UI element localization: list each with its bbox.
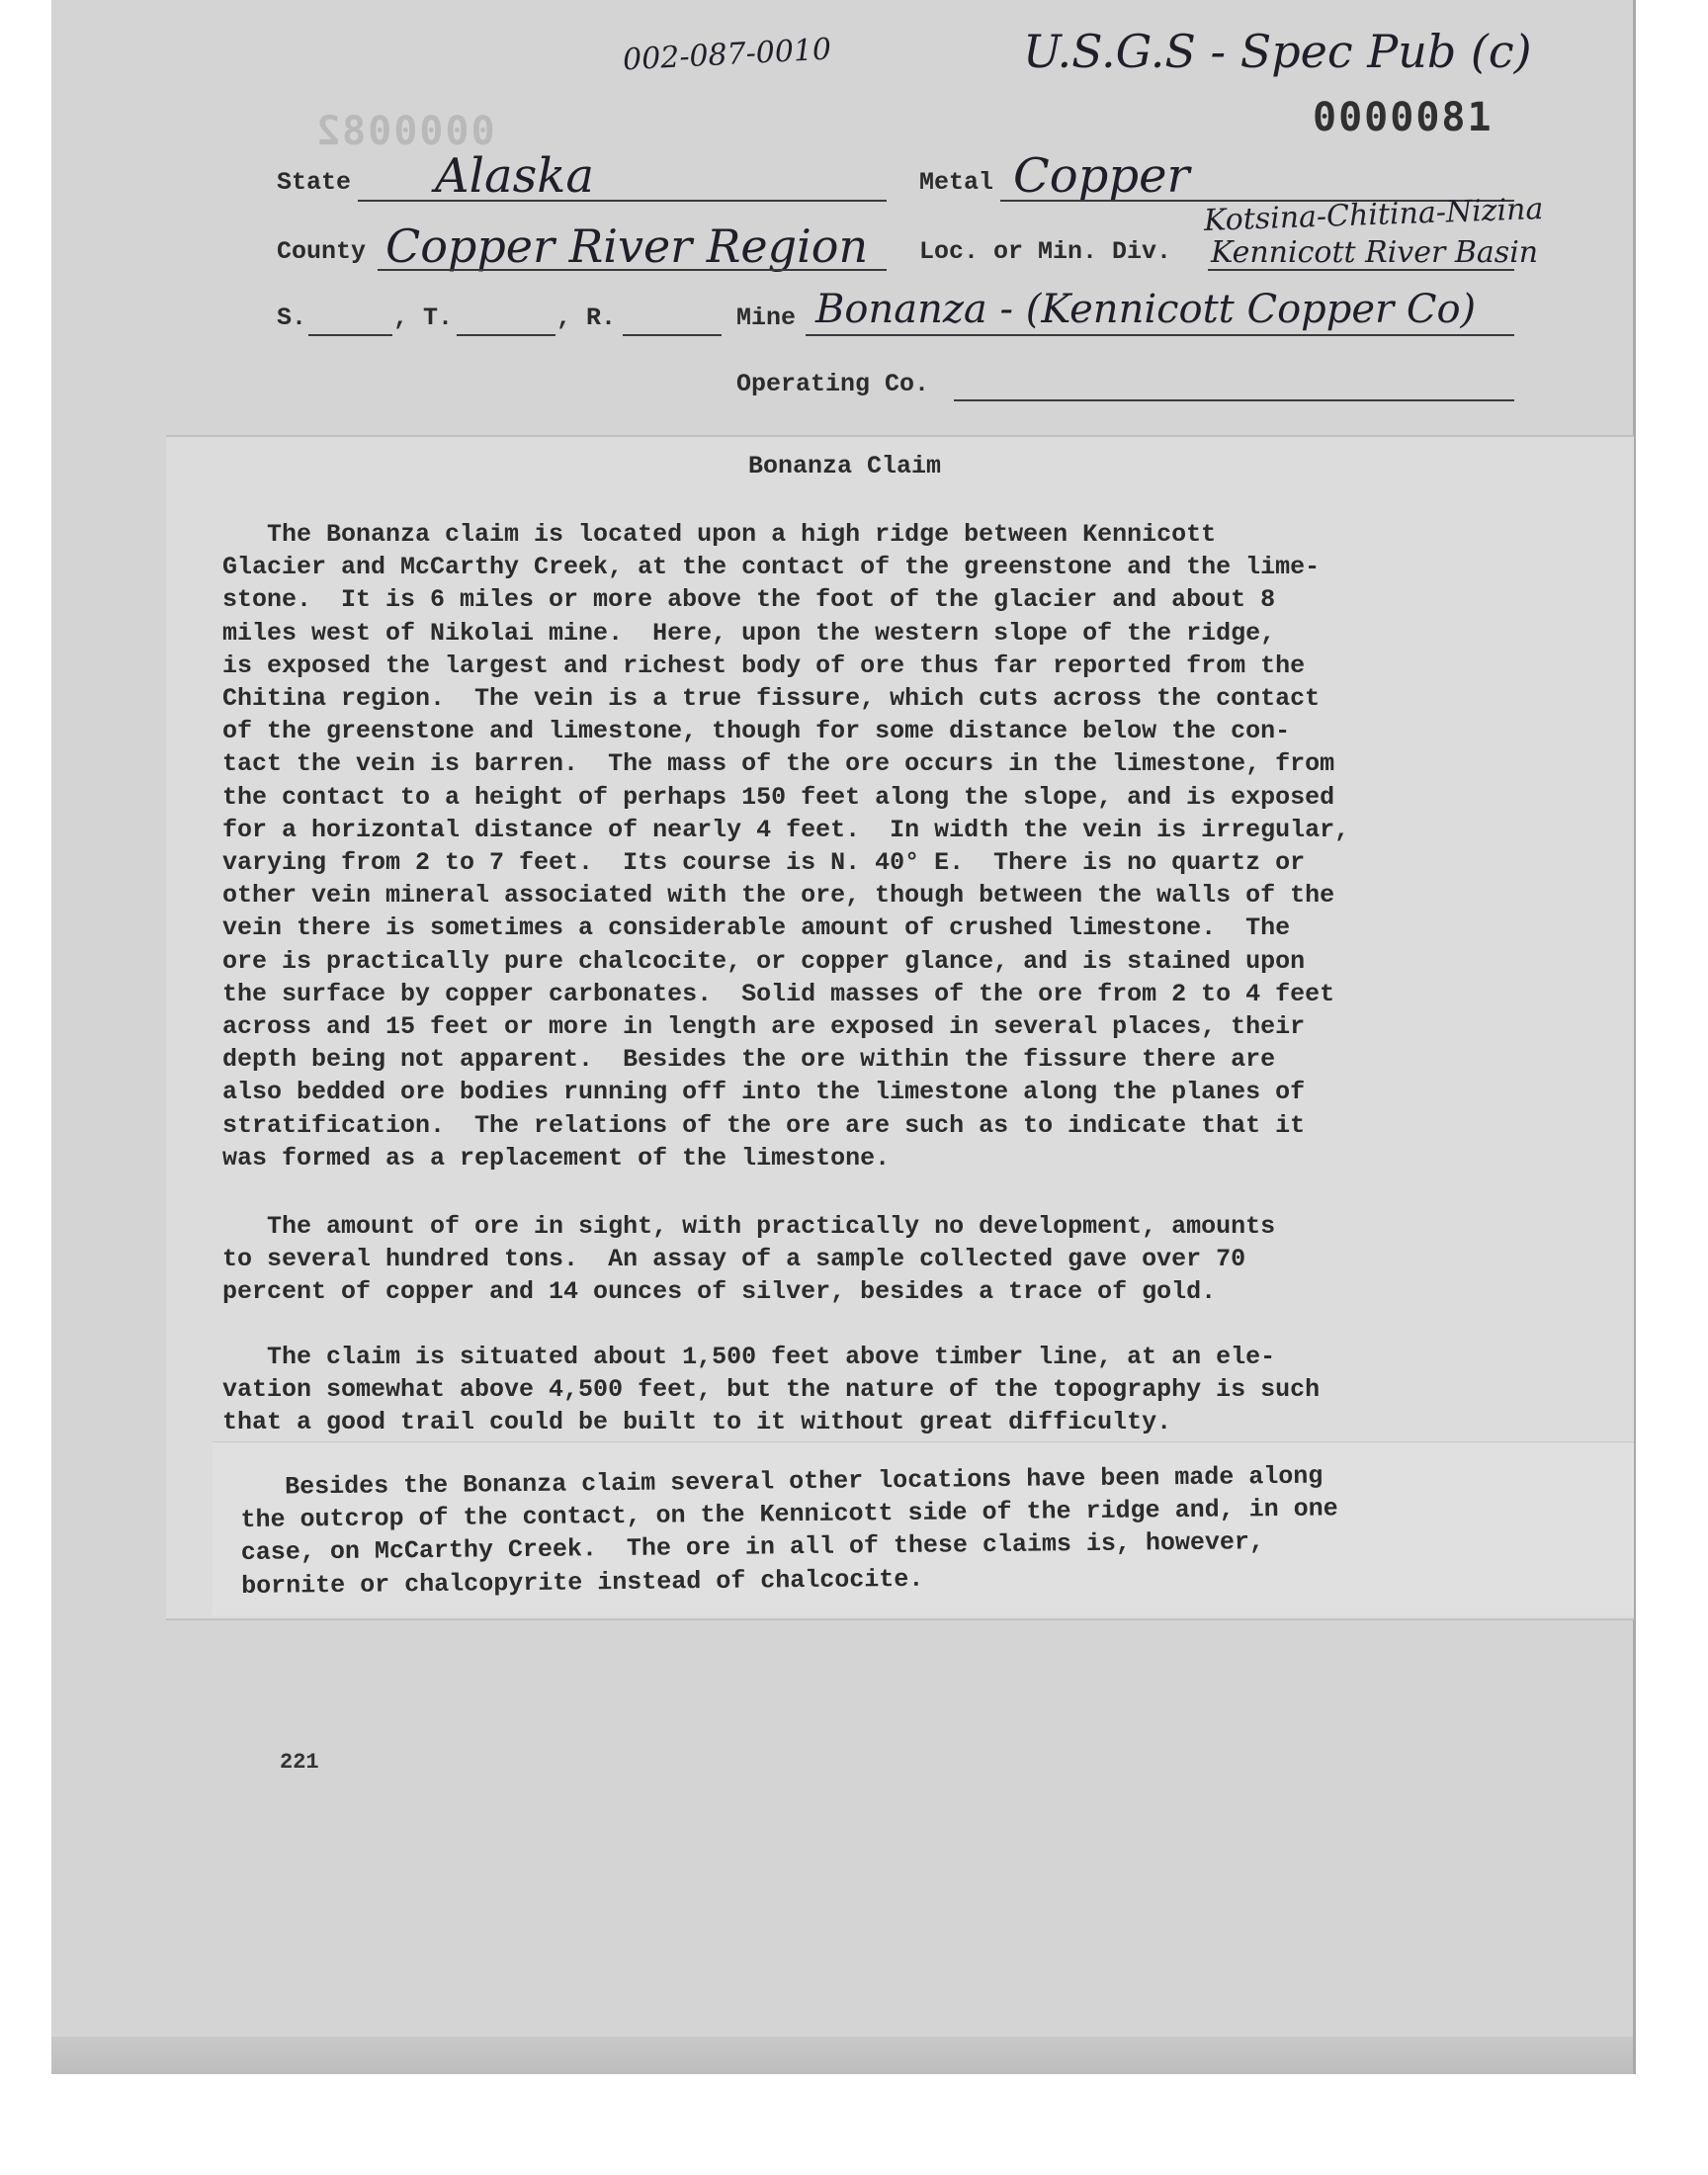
paragraph-3	[222, 1341, 1320, 1439]
text-line: also bedded ore bodies running off into the limestone along the planes of	[222, 1078, 1306, 1107]
loc-label: Loc. or Min. Div.	[919, 237, 1172, 266]
loc-value-line1: Kotsina-Chitina-Nizina	[1203, 192, 1544, 238]
text-line: stratification. The relations of the ore are such as to indicate that it	[222, 1110, 1306, 1140]
operating-co-underline	[954, 399, 1514, 401]
text-line: that a good trail could be built to it without great difficulty.	[222, 1408, 1172, 1437]
county-underline	[378, 269, 887, 271]
source-note-annotation: U.S.G.S - Spec Pub (c)	[1023, 25, 1532, 78]
text-line: Besides the Bonanza claim several other locations have been made along	[240, 1461, 1324, 1502]
text-line: case, on McCarthy Creek. The ore in all of these claims is, however,	[240, 1527, 1265, 1568]
county-value: Copper River Region	[385, 219, 869, 273]
operating-co-label: Operating Co.	[736, 370, 930, 398]
mine-underline	[806, 334, 1514, 336]
text-line: The Bonanza claim is located upon a high ridge between Kennicott	[222, 520, 1217, 549]
text-line: the contact to a height of perhaps 150 feet along the slope, and is exposed	[222, 782, 1335, 812]
text-line: The amount of ore in sight, with practically no development, amounts	[222, 1212, 1276, 1241]
text-line: depth being not apparent. Besides the ore within the fissure there are	[222, 1045, 1276, 1075]
text-line: percent of copper and 14 ounces of silver, besides a trace of gold.	[222, 1277, 1217, 1307]
loc-underline	[1208, 269, 1514, 271]
text-line: ore is practically pure chalcocite, or copper glance, and is stained upon	[222, 946, 1306, 976]
text-line: for a horizontal distance of nearly 4 feet. In width the vein is irregular,	[222, 815, 1350, 844]
text-line: to several hundred tons. An assay of a sample collected gave over 70	[222, 1245, 1246, 1274]
state-label: State	[277, 168, 352, 197]
text-line: across and 15 feet or more in length are exposed in several places, their	[222, 1012, 1306, 1042]
text-line: The claim is situated about 1,500 feet above timber line, at an ele-	[222, 1343, 1276, 1371]
text-line: bornite or chalcopyrite instead of chalcocite.	[241, 1564, 924, 1601]
text-line: was formed as a replacement of the limestone.	[222, 1143, 891, 1173]
text-line: the surface by copper carbonates. Solid masses of the ore from 2 to 4 feet	[222, 979, 1335, 1008]
text-line: vation somewhat above 4,500 feet, but the nature of the topography is such	[222, 1375, 1321, 1405]
text-line: vein there is sometimes a considerable amount of crushed limestone. The	[222, 914, 1291, 943]
text-line: is exposed the largest and richest body of ore thus far reported from the	[222, 651, 1306, 680]
metal-value: Copper	[1013, 148, 1190, 204]
text-line: the outcrop of the contact, on the Kennicott side of the ridge and, in one	[240, 1494, 1338, 1535]
text-line: Chitina region. The vein is a true fissure, which cuts across the contact	[222, 684, 1321, 714]
document-title: Bonanza Claim	[748, 452, 942, 480]
loc-value-line2: Kennicott River Basin	[1211, 235, 1539, 270]
t-label: , T.	[393, 304, 454, 332]
state-underline	[358, 200, 887, 202]
paragraph-1	[222, 518, 1349, 1174]
text-line: Glacier and McCarthy Creek, at the contact of the greenstone and the lime-	[222, 553, 1321, 582]
page-number: 221	[280, 1750, 319, 1775]
t-underline	[457, 334, 555, 336]
text-line: of the greenstone and limestone, though for some distance below the con-	[222, 717, 1291, 746]
text-line: other vein mineral associated with the ore, though between the walls of the	[222, 881, 1335, 911]
file-code-annotation: 002-087-0010	[622, 32, 832, 78]
s-label: S.	[277, 304, 307, 332]
paragraph-4	[240, 1459, 1339, 1602]
state-value: Alaska	[435, 148, 594, 204]
text-line: stone. It is 6 miles or more above the foot of the glacier and about 8	[222, 585, 1276, 615]
r-underline	[623, 334, 722, 336]
text-line: varying from 2 to 7 feet. Its course is N. 40° E. There is no quartz or	[222, 848, 1306, 878]
r-label: , R.	[556, 304, 617, 332]
paragraph-2	[222, 1210, 1275, 1309]
mine-label: Mine	[736, 304, 797, 332]
county-label: County	[277, 237, 367, 266]
text-line: tact the vein is barren. The mass of the ore occurs in the limestone, from	[222, 749, 1335, 779]
ghost-stamp-number: 0000082	[314, 109, 495, 154]
s-underline	[308, 334, 392, 336]
mine-value: Bonanza - (Kennicott Copper Co)	[815, 287, 1477, 332]
metal-label: Metal	[919, 168, 994, 197]
text-line: miles west of Nikolai mine. Here, upon the western slope of the ridge,	[222, 618, 1276, 648]
stamp-number: 0000081	[1313, 95, 1494, 140]
paper-bottom-edge	[51, 2037, 1633, 2074]
